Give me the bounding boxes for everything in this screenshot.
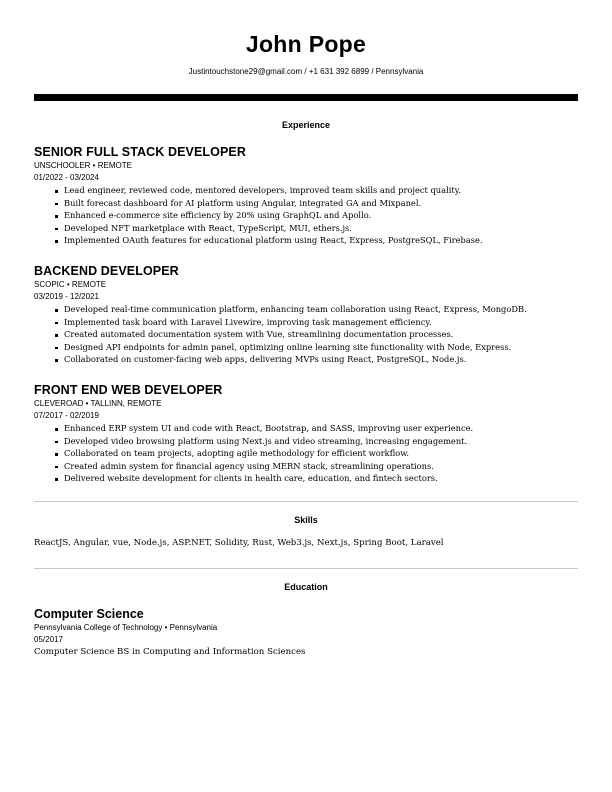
experience-entry [34, 264, 584, 366]
job-bullets [34, 184, 584, 247]
degree-description: Computer Science BS in Computing and Information Sciences [34, 647, 306, 657]
header-divider-bar [34, 94, 578, 101]
experience-entry [34, 145, 584, 247]
bullet-item: Collaborated on customer-facing web apps, delivering MVPs using React, PostgreSQL, Node.js. [64, 353, 584, 366]
bullet-item: Lead engineer, reviewed code, mentored developers, improved team skills and project quality. [64, 184, 584, 197]
job-company: SCOPIC • REMOTE [34, 280, 107, 289]
job-dates: 01/2022 - 03/2024 [34, 173, 99, 182]
bullet-item: Developed real-time communication platform, enhancing team collaboration using React, Express, MongoDB. [64, 303, 584, 316]
bullet-item: Created automated documentation system with Vue, streamlining documentation processes. [64, 328, 584, 341]
section-divider [34, 501, 578, 502]
candidate-name: John Pope [245, 31, 367, 57]
bullet-item: Delivered website development for clients in health care, education, and fintech sectors. [64, 472, 584, 485]
job-company: CLEVEROAD • TALLINN, REMOTE [34, 399, 162, 408]
job-dates: 03/2019 - 12/2021 [34, 292, 99, 301]
bullet-item: Enhanced ERP system UI and code with React, Bootstrap, and SASS, improving user experience. [64, 422, 584, 435]
graduation-date: 05/2017 [34, 635, 63, 644]
bullet-item: Created admin system for financial agency using MERN stack, streamlining operations. [64, 460, 584, 473]
job-title: BACKEND DEVELOPER [34, 264, 179, 278]
job-title: SENIOR FULL STACK DEVELOPER [34, 145, 246, 159]
bullet-item: Enhanced e-commerce site efficiency by 20% using GraphQL and Apollo. [64, 209, 584, 222]
section-title-experience: Experience [281, 120, 331, 130]
job-company: UNSCHOOLER • REMOTE [34, 161, 132, 170]
bullet-item: Collaborated on team projects, adopting agile methodology for efficient workflow. [64, 447, 584, 460]
school-name: Pennsylvania College of Technology • Pennsylvania [34, 623, 218, 632]
education-entry [34, 606, 305, 659]
section-title-skills: Skills [294, 515, 318, 525]
skills-list: ReactJS, Angular, vue, Node.js, ASP.NET, Solidity, Rust, Web3.js, Next.js, Spring Boot, Laravel [34, 538, 444, 548]
bullet-item: Implemented task board with Laravel Livewire, improving task management efficiency. [64, 316, 584, 329]
job-bullets [34, 422, 584, 485]
bullet-item: Built forecast dashboard for AI platform using Angular, integrated GA and Mixpanel. [64, 197, 584, 210]
job-dates: 07/2017 - 02/2019 [34, 411, 99, 420]
job-bullets [34, 303, 584, 366]
job-title: FRONT END WEB DEVELOPER [34, 383, 223, 397]
bullet-item: Developed video browsing platform using Next.js and video streaming, increasing engagement. [64, 435, 584, 448]
contact-info: Justintouchstone29@gmail.com / +1 631 392 6899 / Pennsylvania [188, 67, 424, 76]
section-divider [34, 568, 578, 569]
degree-title: Computer Science [34, 607, 144, 621]
experience-entry [34, 383, 584, 485]
bullet-item: Implemented OAuth features for educational platform using React, Express, PostgreSQL, Firebase. [64, 234, 584, 247]
bullet-item: Developed NFT marketplace with React, TypeScript, MUI, ethers.js. [64, 222, 584, 235]
section-title-education: Education [284, 582, 328, 592]
bullet-item: Designed API endpoints for admin panel, optimizing online learning site functionality with Node, Express. [64, 341, 584, 354]
